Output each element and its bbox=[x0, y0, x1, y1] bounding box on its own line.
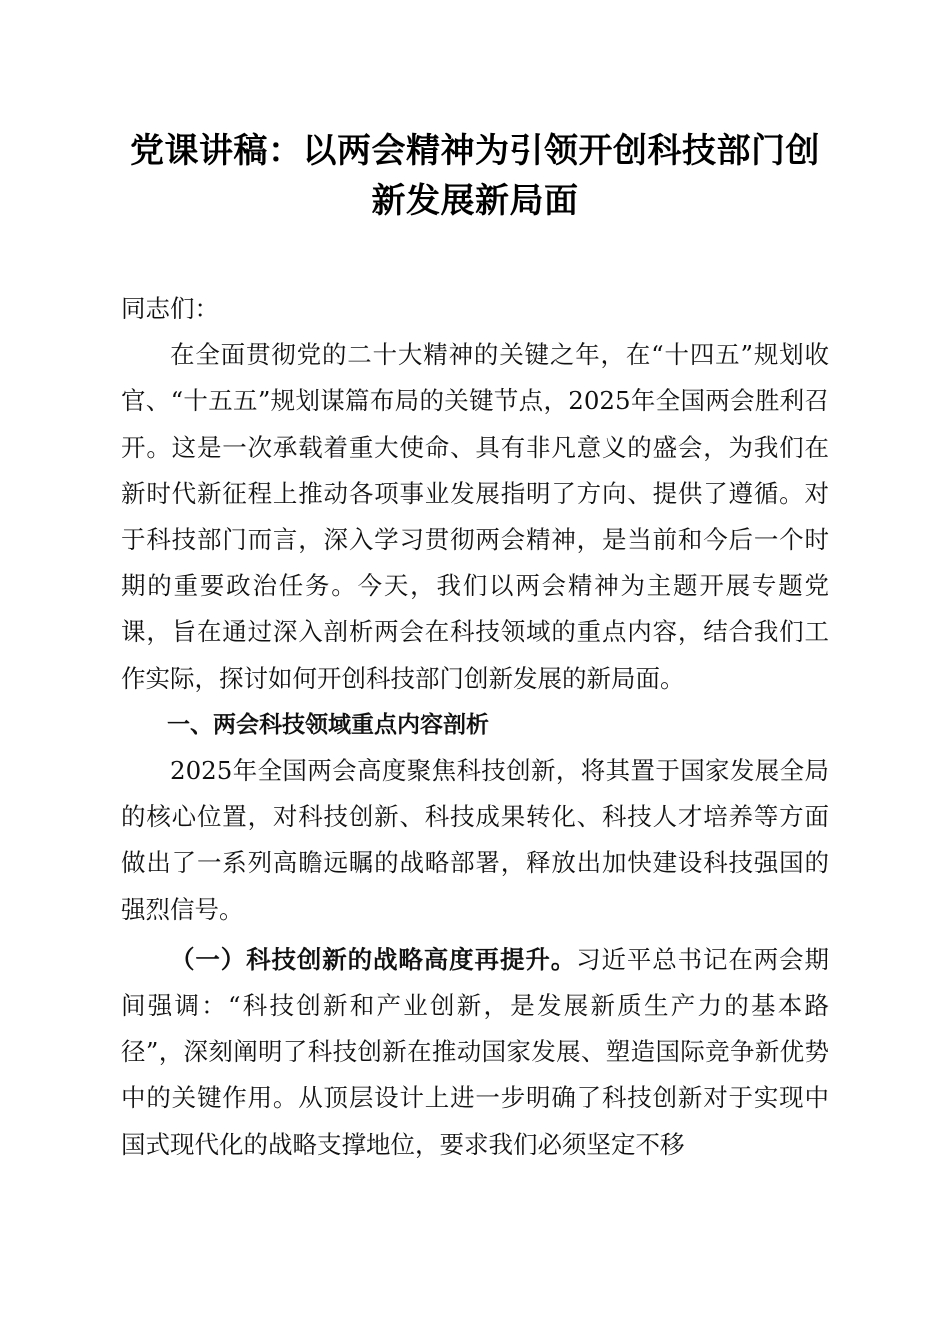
document-title-line-2: 新发展新局面 bbox=[371, 181, 579, 221]
document-body bbox=[121, 286, 829, 1168]
subsection-1-paragraph bbox=[121, 937, 829, 1168]
salutation: 同志们： bbox=[121, 294, 219, 323]
document-title bbox=[121, 126, 829, 226]
intro-paragraph: 在全面贯彻党的二十大精神的关键之年，在“十四五”规划收官、“十五五”规划谋篇布局的关键节点，2025年全国两会胜利召开。这是一次承载着重大使命、具有非凡意义的盛会，为我们在新时代新征程上推动各项事业发展指明了方向、提供了遵循。对于科技部门而言，深入学习贯彻两会精神，是当前和今后一个时期的重要政治任务。今天，我们以两会精神为主题开展专题党课，旨在通过深入剖析两会在科技领域的重点内容，结合我们工作实际，探讨如何开创科技部门创新发展的新局面。 bbox=[121, 340, 829, 693]
subsection-1-lead: （一）科技创新的战略高度再提升。 bbox=[170, 944, 577, 974]
section-1-heading: 一、两会科技领域重点内容剖析 bbox=[167, 711, 489, 738]
subsection-1-text: 习近平总书记在两会期间强调：“科技创新和产业创新，是发展新质生产力的基本路径”，深刻阐明了科技创新在推动国家发展、塑造国际竞争新优势中的关键作用。从顶层设计上进一步明确了科技创新对于实现中国式现代化的战略支撑地位，要求我们必须坚定不移 bbox=[121, 944, 829, 1159]
document-title-line-1: 党课讲稿：以两会精神为引领开创科技部门创 bbox=[130, 131, 820, 171]
section-1-paragraph: 2025年全国两会高度聚焦科技创新，将其置于国家发展全局的核心位置，对科技创新、科技成果转化、科技人才培养等方面做出了一系列高瞻远瞩的战略部署，释放出加快建设科技强国的强烈信号。 bbox=[121, 756, 829, 924]
